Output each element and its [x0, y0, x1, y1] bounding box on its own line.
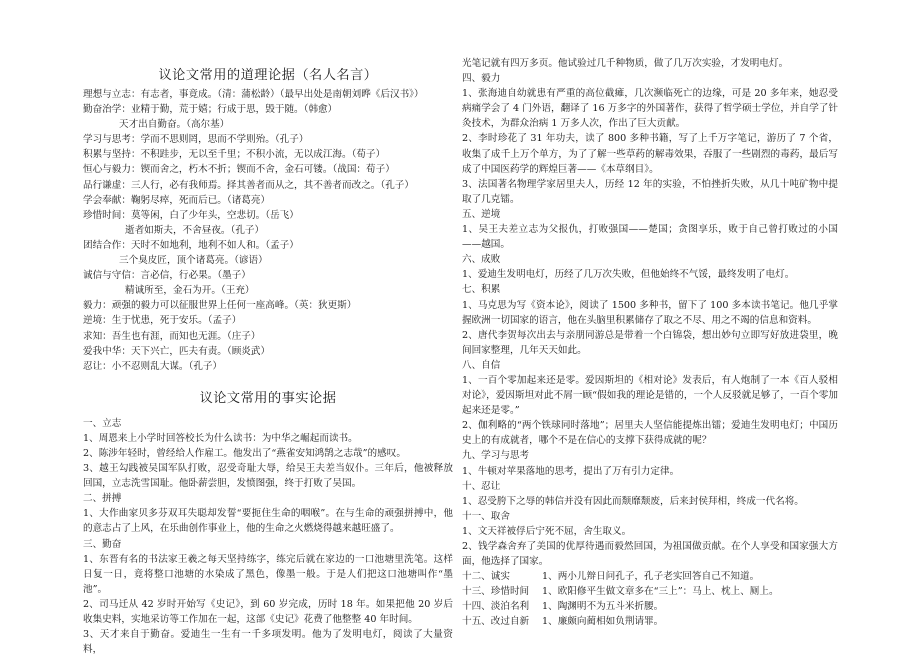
fact-item: 1、大作曲家贝多芬双耳失聪却发誓“要扼住生命的咽喉”。在与生命的顽强拼搏中，他的意志占了上风，在乐曲创作事业上，他的生命之火燃烧得越来越旺盛了。	[83, 508, 453, 535]
misc-value: 1、欧阳修平生做文章多在“三上”：马上、枕上、厕上。	[542, 586, 779, 598]
section-heading: 八、自信	[462, 359, 501, 371]
misc-key: 十二、诚实	[462, 571, 510, 583]
misc-value: 1、陶渊明不为五斗米折腰。	[542, 601, 664, 613]
quote-line: 恒心与毅力：锲而舍之，朽木不折；锲而不舍，金石可镂。（战国：荀子）	[83, 164, 395, 176]
quote-line: 三个臭皮匠，顶个诸葛亮。（谚语）	[119, 255, 268, 267]
section-heading: 三、勤奋	[83, 538, 122, 550]
section-heading: 七、积累	[462, 284, 501, 296]
misc-row	[462, 614, 838, 629]
quote-line: 毅力：顽强的毅力可以征服世界上任何一座高峰。（英：狄更斯）	[83, 300, 357, 312]
right-column	[462, 56, 838, 630]
facts-title: 议论文常用的事实论据	[199, 390, 337, 406]
fact-item: 1、吴王夫差立志为父报仇，打败强国——楚国；贪图享乐，败于自己曾打败过的小国——越国。	[462, 224, 838, 251]
fact-item: 3、天才来自于勤奋。爱迪生一生有一千多项发明。他为了发明电灯，阅读了大量资料，	[83, 629, 453, 656]
left-column	[83, 0, 453, 657]
quotes-list	[83, 87, 453, 374]
misc-key: 十三、珍惜时间	[462, 586, 530, 598]
misc-key: 十五、改过自新	[462, 616, 530, 628]
fact-item: 2、司马迁从 42 岁时开始写《史记》，到 60 岁完成，历时 18 年。如果把他 20 岁后收集史料，实地采访等工作加在一起，这部《史记》花费了他整整 40 年时间。	[83, 598, 453, 625]
quote-line: 忍让：小不忍则乱大谋。（孔子）	[83, 360, 223, 372]
fact-item: 光笔记就有四万多页。他试验过几千种物质，做了几万次实验，才发明电灯。	[462, 58, 789, 69]
quote-line: 爱我中华：天下兴亡，匹夫有责。（顾炎武）	[83, 345, 271, 357]
misc-row	[462, 584, 838, 599]
fact-item: 2、伽利略的“两个铁球同时落地”；居里夫人坚信能提炼出镭；爱迪生发明电灯；中国历史上的有成就者，哪个不是在信心的支撑下获得成就的呢？	[462, 420, 838, 447]
section-heading: 二、拼搏	[83, 493, 122, 505]
quote-line: 理想与立志：有志者，事竟成。（清：蒲松龄）（最早出处是南朝刘晔《后汉书》）	[83, 89, 424, 100]
fact-item: 1、忍受胯下之辱的韩信并没有因此而颓靡颓废，后来封侯拜相，终成一代名将。	[462, 495, 804, 507]
fact-item: 2、陈涉年轻时，曾经给人作雇工。他发出了“燕雀安知鸿鹄之志哉”的感叹。	[83, 447, 406, 459]
misc-facts	[462, 569, 838, 629]
quote-line: 积累与坚持：不积跬步，无以至千里；不积小流，无以成江海。（荀子）	[83, 149, 386, 161]
fact-item: 1、马克思为写《资本论》，阅读了 1500 多种书，留下了 100 多本读书笔记。他几乎掌握欧洲一切国家的语言，他在头脑里积累储存了取之不尽、用之不竭的信息和资料。	[462, 299, 838, 326]
facts-list-left	[83, 416, 453, 657]
misc-row	[462, 599, 838, 614]
quote-line: 珍惜时间：莫等闲，白了少年头，空悲切。（岳飞）	[83, 209, 299, 221]
quote-line: 逆境：生于忧患，死于安乐。（孟子）	[83, 315, 242, 327]
quote-line: 团结合作：天时不如地利，地利不如人和。（孟子）	[83, 239, 299, 251]
section-heading: 十、忍让	[462, 480, 501, 492]
misc-key: 十四、淡泊名利	[462, 601, 530, 613]
misc-row	[462, 569, 838, 584]
quote-line: 诚信与守信：言必信，行必果。（墨子）	[83, 270, 251, 282]
quote-line: 学习与思考：学而不思则罔，思而不学则殆。（孔子）	[83, 134, 309, 146]
quote-line: 勤奋治学：业精于勤，荒于嬉；行成于思，毁于随。（韩愈）	[83, 104, 338, 116]
quote-line: 精诚所至，金石为开。（王充）	[125, 285, 255, 297]
section-heading: 四、毅力	[462, 73, 501, 85]
section-heading: 五、逆境	[462, 208, 501, 220]
fact-item: 3、越王勾践被吴国军队打败，忍受奇耻大辱，给吴王夫差当奴仆。三年后，他被释放回国，立志洗雪国耻。他卧薪尝胆，发愤图强，终于打败了吴国。	[83, 463, 453, 490]
fact-item: 1、一百个零加起来还是零。爱因斯坦的《相对论》发表后，有人炮制了一本《百人驳相对论》，爱因斯坦对此不屑一顾“假如我的理论是错的，一个人反驳就足够了，一百个零加起来还是零。”	[462, 374, 838, 417]
misc-value: 1、廉颇向蔺相如负荆请罪。	[542, 616, 664, 628]
quote-line: 天才出自勤奋。（高尔基）	[119, 119, 230, 131]
section-heading: 十一、取舍	[462, 510, 510, 522]
quote-line: 求知：吾生也有涯，而知也无涯。（庄子）	[83, 330, 261, 342]
fact-item: 1、牛顿对苹果落地的思考，提出了万有引力定律。	[462, 465, 680, 477]
section-heading: 一、立志	[83, 417, 122, 429]
misc-value: 1、两小儿辩日问孔子，孔子老实回答自己不知道。	[542, 571, 760, 583]
section-heading: 九、学习与思考	[462, 450, 530, 462]
fact-item: 1、文天祥被俘后宁死不屈，舍生取义。	[462, 525, 632, 537]
fact-item: 2、李时珍花了 31 年功夫，读了 800 多种书籍，写了上千万字笔记，游历了 7 个省，收集了成千上万个单方，为了了解一些草药的解毒效果，吞服了一些剧烈的毒药，最后写成了中国医药学的辉煌巨著——《本草纲目》。	[462, 133, 838, 175]
quote-line: 逝者如斯夫，不舍昼夜。（孔子）	[125, 224, 265, 236]
fact-item: 1、爱迪生发明电灯，历经了几万次失败，但他始终不气馁，最终发明了电灯。	[462, 269, 795, 281]
quote-line: 学会奉献：鞠躬尽瘁，死而后已。（诸葛亮）	[83, 194, 271, 206]
fact-item: 1、张海迪自幼就患有严重的高位截瘫，几次濒临死亡的边缘，可是 20 多年来，她忍受病痛学会了 4 门外语，翻译了 16 万多字的外国著作，获得了哲学硕士学位，并自学了针灸技术，为群众治病 1 万多人次，作出了巨大贡献。	[462, 88, 838, 130]
section-heading: 六、成败	[462, 254, 501, 266]
fact-item: 3、法国著名物理学家居里夫人，历经 12 年的实验，不怕挫折失败，从几十吨矿物中提取了几克镭。	[462, 178, 838, 205]
fact-item: 2、唐代李贺每次出去与亲朋同游总是带着一个白锦袋，想出妙句立即写好放进袋里，晚间回家整理，几年天天如此。	[462, 329, 838, 356]
quote-line: 品行谦虚：三人行，必有我师焉。择其善者而从之，其不善者而改之。（孔子）	[83, 179, 414, 191]
fact-item: 1、周恩来上小学时回答校长为什么读书：为中华之崛起而读书。	[83, 432, 358, 444]
fact-item: 1、东晋有名的书法家王羲之每天坚持练字，练完后就在家边的一口池塘里洗笔。这样日复一日，竟将整口池塘的水染成了黑色，像墨一般。于是人们把这口池塘叫作“墨池”。	[83, 553, 453, 595]
fact-item: 2、钱学森舍弃了美国的优厚待遇而毅然回国，为祖国做贡献。在个人享受和国家强大方面，他选择了国家。	[462, 541, 838, 568]
quotes-title: 议论文常用的道理论据（名人名言）	[158, 68, 378, 83]
